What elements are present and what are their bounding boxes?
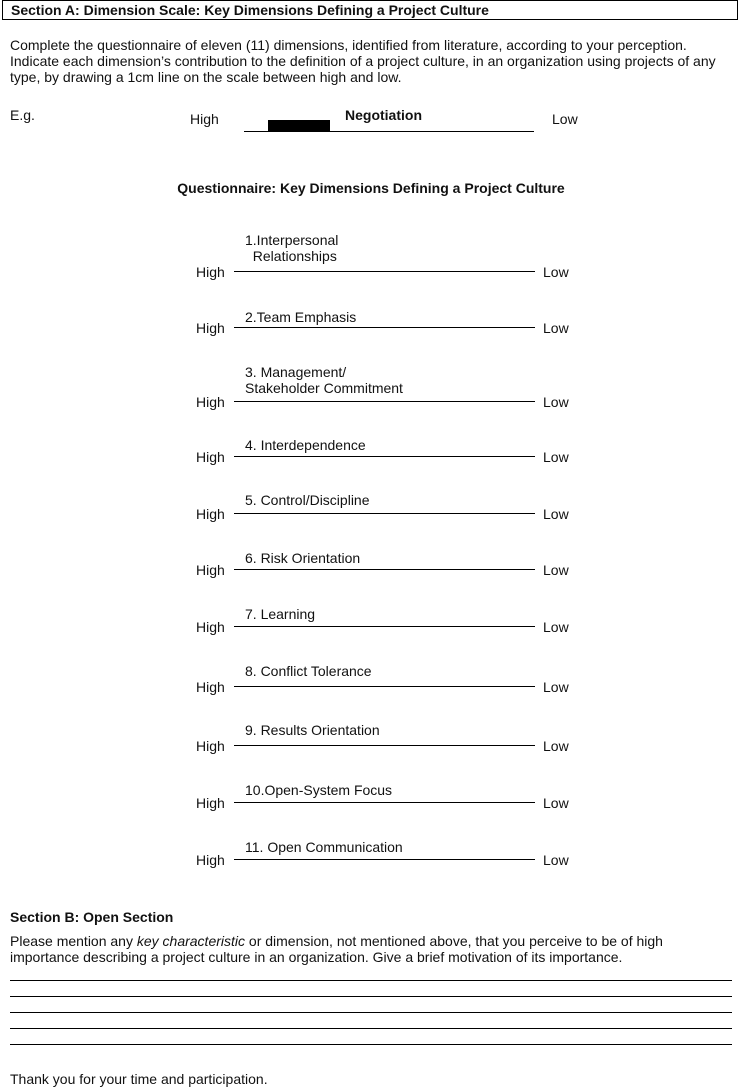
section-b-text-before: Please mention any — [10, 933, 137, 949]
scale-high-label: High — [196, 738, 225, 754]
example-prefix: E.g. — [10, 107, 35, 123]
scale-high-label: High — [196, 506, 225, 522]
section-b-text-after: or dimension, not mentioned above, that you perceive to be of high importance describing a project culture in an organization. Give a brief motivation of its importance. — [10, 933, 663, 965]
dimension-label: 3. Management/ Stakeholder Commitment — [245, 364, 403, 396]
dimension-label: 10.Open-System Focus — [245, 782, 393, 798]
scale-low-label: Low — [543, 795, 569, 811]
rating-scale-line[interactable] — [234, 401, 535, 402]
example-dimension-label: Negotiation — [345, 107, 422, 123]
scale-high-label: High — [196, 679, 225, 695]
rating-scale-line[interactable] — [234, 456, 535, 457]
answer-line[interactable] — [10, 1028, 732, 1029]
answer-line[interactable] — [10, 1044, 732, 1045]
answer-line[interactable] — [10, 996, 732, 997]
rating-scale-line[interactable] — [234, 271, 535, 272]
rating-scale-line[interactable] — [234, 802, 535, 803]
dimension-label: 5. Control/Discipline — [245, 492, 370, 508]
scale-high-label: High — [196, 852, 225, 868]
rating-scale-line[interactable] — [234, 513, 535, 514]
example-low-label: Low — [552, 111, 578, 127]
rating-scale-line[interactable] — [234, 327, 535, 328]
rating-scale-line[interactable] — [234, 569, 535, 570]
dimension-label: 8. Conflict Tolerance — [245, 663, 372, 679]
scale-high-label: High — [196, 320, 225, 336]
scale-high-label: High — [196, 795, 225, 811]
dimension-label: 7. Learning — [245, 606, 316, 622]
scale-high-label: High — [196, 562, 225, 578]
section-b-text — [10, 933, 735, 965]
scale-low-label: Low — [543, 679, 569, 695]
dimension-label: 9. Results Orientation — [245, 722, 380, 738]
rating-scale-line[interactable] — [234, 686, 535, 687]
scale-low-label: Low — [543, 852, 569, 868]
scale-low-label: Low — [543, 264, 569, 280]
scale-low-label: Low — [543, 738, 569, 754]
section-b-text-emphasis: key characteristic — [136, 933, 246, 949]
rating-scale-line[interactable] — [234, 626, 535, 627]
example-scale-line — [244, 131, 534, 132]
scale-low-label: Low — [543, 619, 569, 635]
rating-scale-line[interactable] — [234, 859, 535, 860]
scale-low-label: Low — [543, 562, 569, 578]
scale-high-label: High — [196, 619, 225, 635]
closing-text: Thank you for your time and participation. — [10, 1071, 268, 1087]
dimension-label: 2.Team Emphasis — [245, 309, 357, 325]
questionnaire-title: Questionnaire: Key Dimensions Defining a Project Culture — [177, 180, 565, 196]
rating-scale-line[interactable] — [234, 745, 535, 746]
instructions-text: Complete the questionnaire of eleven (11) dimensions, identified from literature, according to your perception. Indicate each dimension’s contribution to the definition of a project culture, in an organization using projects of any type, by drawing a 1cm line on the scale between high and low. — [10, 37, 716, 85]
section-b-title: Section B: Open Section — [10, 909, 174, 925]
example-high-label: High — [190, 111, 219, 127]
dimension-label: 11. Open Communication — [245, 839, 403, 855]
dimension-label: 6. Risk Orientation — [245, 550, 361, 566]
scale-high-label: High — [196, 394, 225, 410]
scale-low-label: Low — [543, 394, 569, 410]
dimension-label: 4. Interdependence — [245, 437, 366, 453]
scale-low-label: Low — [543, 449, 569, 465]
section-a-title: Section A: Dimension Scale: Key Dimensions Defining a Project Culture — [2, 0, 738, 20]
dimension-label: 1.Interpersonal Relationships — [245, 232, 339, 264]
scale-high-label: High — [196, 264, 225, 280]
answer-line[interactable] — [10, 980, 732, 981]
scale-low-label: Low — [543, 506, 569, 522]
answer-line[interactable] — [10, 1012, 732, 1013]
scale-high-label: High — [196, 449, 225, 465]
scale-low-label: Low — [543, 320, 569, 336]
